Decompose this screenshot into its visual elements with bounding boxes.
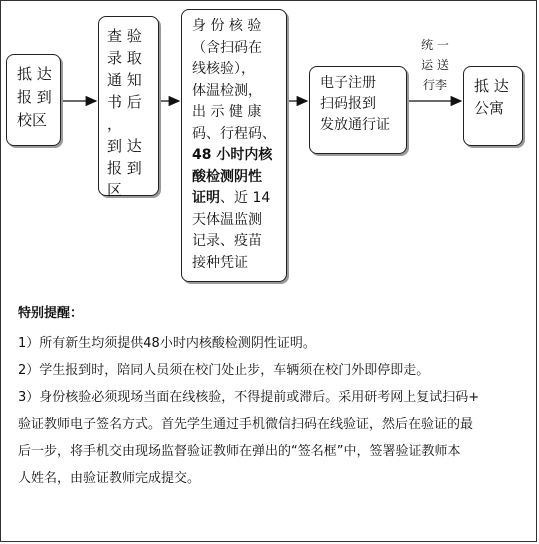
luggage-transport-label [415,35,455,95]
step4-line: 电子注册 [320,75,376,91]
transport-line: 统 一 [421,38,449,52]
step2-line: 到 达 [107,137,142,155]
reminder-item-3-line: 后一步，将手机交由现场监督验证教师在弹出的“签名框”中，签署验证教师本 [18,444,461,459]
step3-bold-text: 小时内核 [216,147,273,163]
step3-line: 出 示 健 康 [192,104,262,120]
step3-line: 线核验）， [192,61,255,77]
step3-line [192,145,280,167]
special-reminder-section [18,300,523,492]
step2-line: 报 到 [107,159,142,177]
step4-line: 扫码报到 [320,96,376,112]
transport-line: 行李 [422,78,447,92]
reminder-item-3-line: 验证教师电子签名方式。首先学生通过手机微信扫码在线验证，然后在验证的最 [18,417,474,432]
step3-line: 接种凭证 [192,254,248,271]
step5-line: 抵 达 [474,77,509,95]
step-arrive-apartment [463,66,523,146]
reminder-title: 特别提醒： [18,306,84,321]
step-check-admission-notice [98,16,159,199]
reminder-item-2: 2）学生报到时，陪同人员须在校门处止步，车辆须在校门外即停即走。 [18,363,430,378]
step3-line: 天体温监测 [192,211,262,228]
step3-line [192,188,280,210]
step2-line: 区 [107,181,123,199]
step2-line: 书 后 ， [107,93,142,133]
step3-line: 码、行程码、 [192,125,276,142]
step3-bold-text: 证明 [192,190,220,206]
step2-line: 录 取 [107,49,142,67]
step4-line: 发放通行证 [320,117,390,133]
step2-line: 查 验 [107,27,142,45]
step1-line: 抵 达 [17,65,52,83]
step1-line: 报 到 [17,88,52,106]
step3-line: 记录、疫苗 [192,233,262,249]
step3-text: 、近 14 [220,190,271,206]
reminder-item-3-line: 3）身份核验必须现场当面在线核验，不得提前或滞后。采用研考网上复试扫码+ [18,390,480,405]
step-identity-verification [181,9,287,282]
step3-line: 体温检测， [192,82,262,99]
step1-line: 校区 [17,111,48,129]
reminder-item-3-line: 人姓名，由验证教师完成提交。 [18,471,201,486]
step3-hours: 48 [192,147,212,163]
step-arrive-campus [6,54,61,146]
transport-line: 运 送 [421,58,449,72]
step5-line: 公寓 [474,99,505,117]
step3-line: 身 份 核 验 [192,18,262,34]
step3-line: （含扫码在 [192,39,262,56]
step3-line: 酸检测阴性 [192,168,262,185]
step2-line: 通 知 [107,71,142,89]
step-electronic-registration [309,66,407,154]
reminder-item-1: 1）所有新生均须提供48小时内核酸检测阴性证明。 [18,336,316,351]
